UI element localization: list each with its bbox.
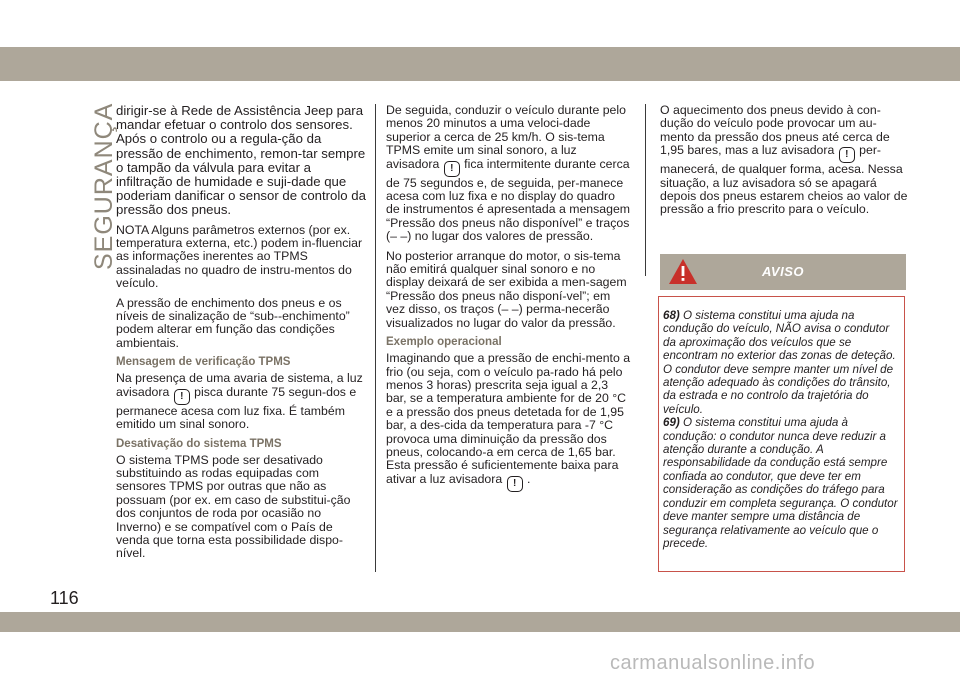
- warning-item-number: 68): [663, 309, 680, 322]
- paragraph: O sistema TPMS pode ser desativado substituindo as rodas equipadas com sensores TPMS por outras que não as possuam (por ex. em caso de substitui-ção dos conjuntos de roda por ocasião no Inverno) e se compatível com o País de venda que torna esta possibilidade dispo-nível.: [116, 452, 351, 561]
- column-divider: [375, 104, 376, 572]
- paragraph: [386, 352, 632, 492]
- warning-item-number: 69): [663, 416, 680, 430]
- tpms-warning-icon: !: [839, 147, 855, 163]
- watermark: carmanualsonline.info: [610, 652, 816, 674]
- column-divider: [645, 104, 646, 276]
- paragraph-text: pisca durante 75 segun-dos e permanece acesa com luz fixa. É também emitido um sinal sonoro.: [116, 384, 357, 432]
- warning-item: [663, 309, 900, 416]
- tpms-warning-icon: !: [507, 476, 523, 492]
- column-3: [660, 104, 908, 223]
- tpms-warning-icon: !: [174, 389, 190, 405]
- paragraph: No posterior arranque do motor, o sis-tema não emitirá qualquer sinal sonoro e no display deixará de ser exibida a men-sagem “Pressão dos pneus não disponí-vel”; em vez disso, os traços (– –) perma-necerão visualizados no lugar do valor da pressão.: [386, 248, 627, 330]
- paragraph: dirigir-se à Rede de Assistência Jeep para mandar efetuar o controlo dos sensores. Após o controlo ou a regula-ção da pressão de enchimento, remon-tar sempre o tampão da válvula para evitar a infiltração de humidade e suji-dade que poderiam danificar o sensor de controlo da pressão dos pneus.: [116, 103, 366, 218]
- warning-item-text: O sistema constitui uma ajuda na condução do veículo, NÃO avisa o condutor da aproximação dos veículos que se encontram no exterior das zonas de deteção. O condutor deve sempre manter um nível de atenção adequado às condições do trânsito, da estrada e no controlo da trajetória do veículo.: [663, 309, 896, 416]
- paragraph: [660, 104, 908, 217]
- tpms-warning-icon: !: [444, 161, 460, 177]
- paragraph-text: Na presença de uma avaria de sistema, a luz avisadora: [116, 371, 363, 399]
- paragraph-text: O aquecimento dos pneus devido à con-dução do veículo pode provocar um au-mento da pressão dos pneus até cerca de 1,95 bares, mas a luz avisadora: [660, 103, 890, 158]
- paragraph-text: per-manecerá, de qualquer forma, acesa. Nessa situação, a luz avisadora só se apagará depois dos pneus estarem cheios ao valor de pressão a frio prescrito para o veículo.: [660, 143, 908, 217]
- warning-item: [663, 416, 900, 550]
- column-2: [386, 104, 632, 498]
- paragraph: A pressão de enchimento dos pneus e os níveis de sinalização de “sub--enchimento” podem alterar em função das condições ambientais.: [116, 295, 350, 350]
- paragraph-text: .: [527, 471, 531, 486]
- page-number: 116: [50, 588, 79, 608]
- note-paragraph: NOTA Alguns parâmetros externos (por ex. temperatura externa, etc.) podem in-fluenciar as informações inerentes ao TPMS assinaladas no quadro de instru-mentos do veículo.: [116, 222, 363, 291]
- paragraph-text: De seguida, conduzir o veículo durante pelo menos 20 minutos a uma veloci-dade superior a cerca de 25 km/h. O sis-tema TPMS emite um sinal sonoro, a luz avisadora: [386, 103, 626, 171]
- section-label: SEGURANÇA: [90, 102, 118, 270]
- column-1: [116, 104, 366, 567]
- section-heading: Exemplo operacional: [386, 336, 502, 349]
- warning-title: AVISO: [762, 264, 804, 279]
- paragraph-text: fica intermitente durante cerca de 75 segundos e, de seguida, per-manece acesa com luz fixa e no display do quadro de instrumentos é apresentada a mensagem “Pressão dos pneus não disponível” e traços (– –) no lugar dos valores de pressão.: [386, 156, 631, 244]
- warning-box: [658, 296, 905, 572]
- section-heading: Desativação do sistema TPMS: [116, 437, 282, 450]
- warning-header: [660, 254, 906, 290]
- warning-item-text: O sistema constitui uma ajuda à condução: o condutor nunca deve reduzir a atenção durante a condução. A responsabilidade da condução está sempre confiada ao condutor, que deve ter em consideração as condições do tráfego para conduzir em completa segurança. O condutor deve manter sempre uma distância de segurança relativamente ao veículo que o precede.: [663, 416, 898, 550]
- paragraph-text: Imaginando que a pressão de enchi-mento a frio (ou seja, com o veículo pa-rado há pelo menos 3 horas) prescrita seja igual a 2,3 bar, se a temperatura ambiente for de 20 °C e a pressão dos pneus detetada for de 1,95 bar, a des-cida da temperatura para -7 °C provoca uma diminuição da pressão dos pneus, colocando-a em cerca de 1,65 bar. Esta pressão é suficientemente baixa para ativar a luz avisadora: [386, 351, 631, 486]
- paragraph: [386, 104, 632, 244]
- paragraph: [116, 372, 366, 431]
- section-heading: Mensagem de verificação TPMS: [116, 356, 291, 369]
- top-band: [0, 47, 960, 81]
- bottom-band: [0, 612, 960, 632]
